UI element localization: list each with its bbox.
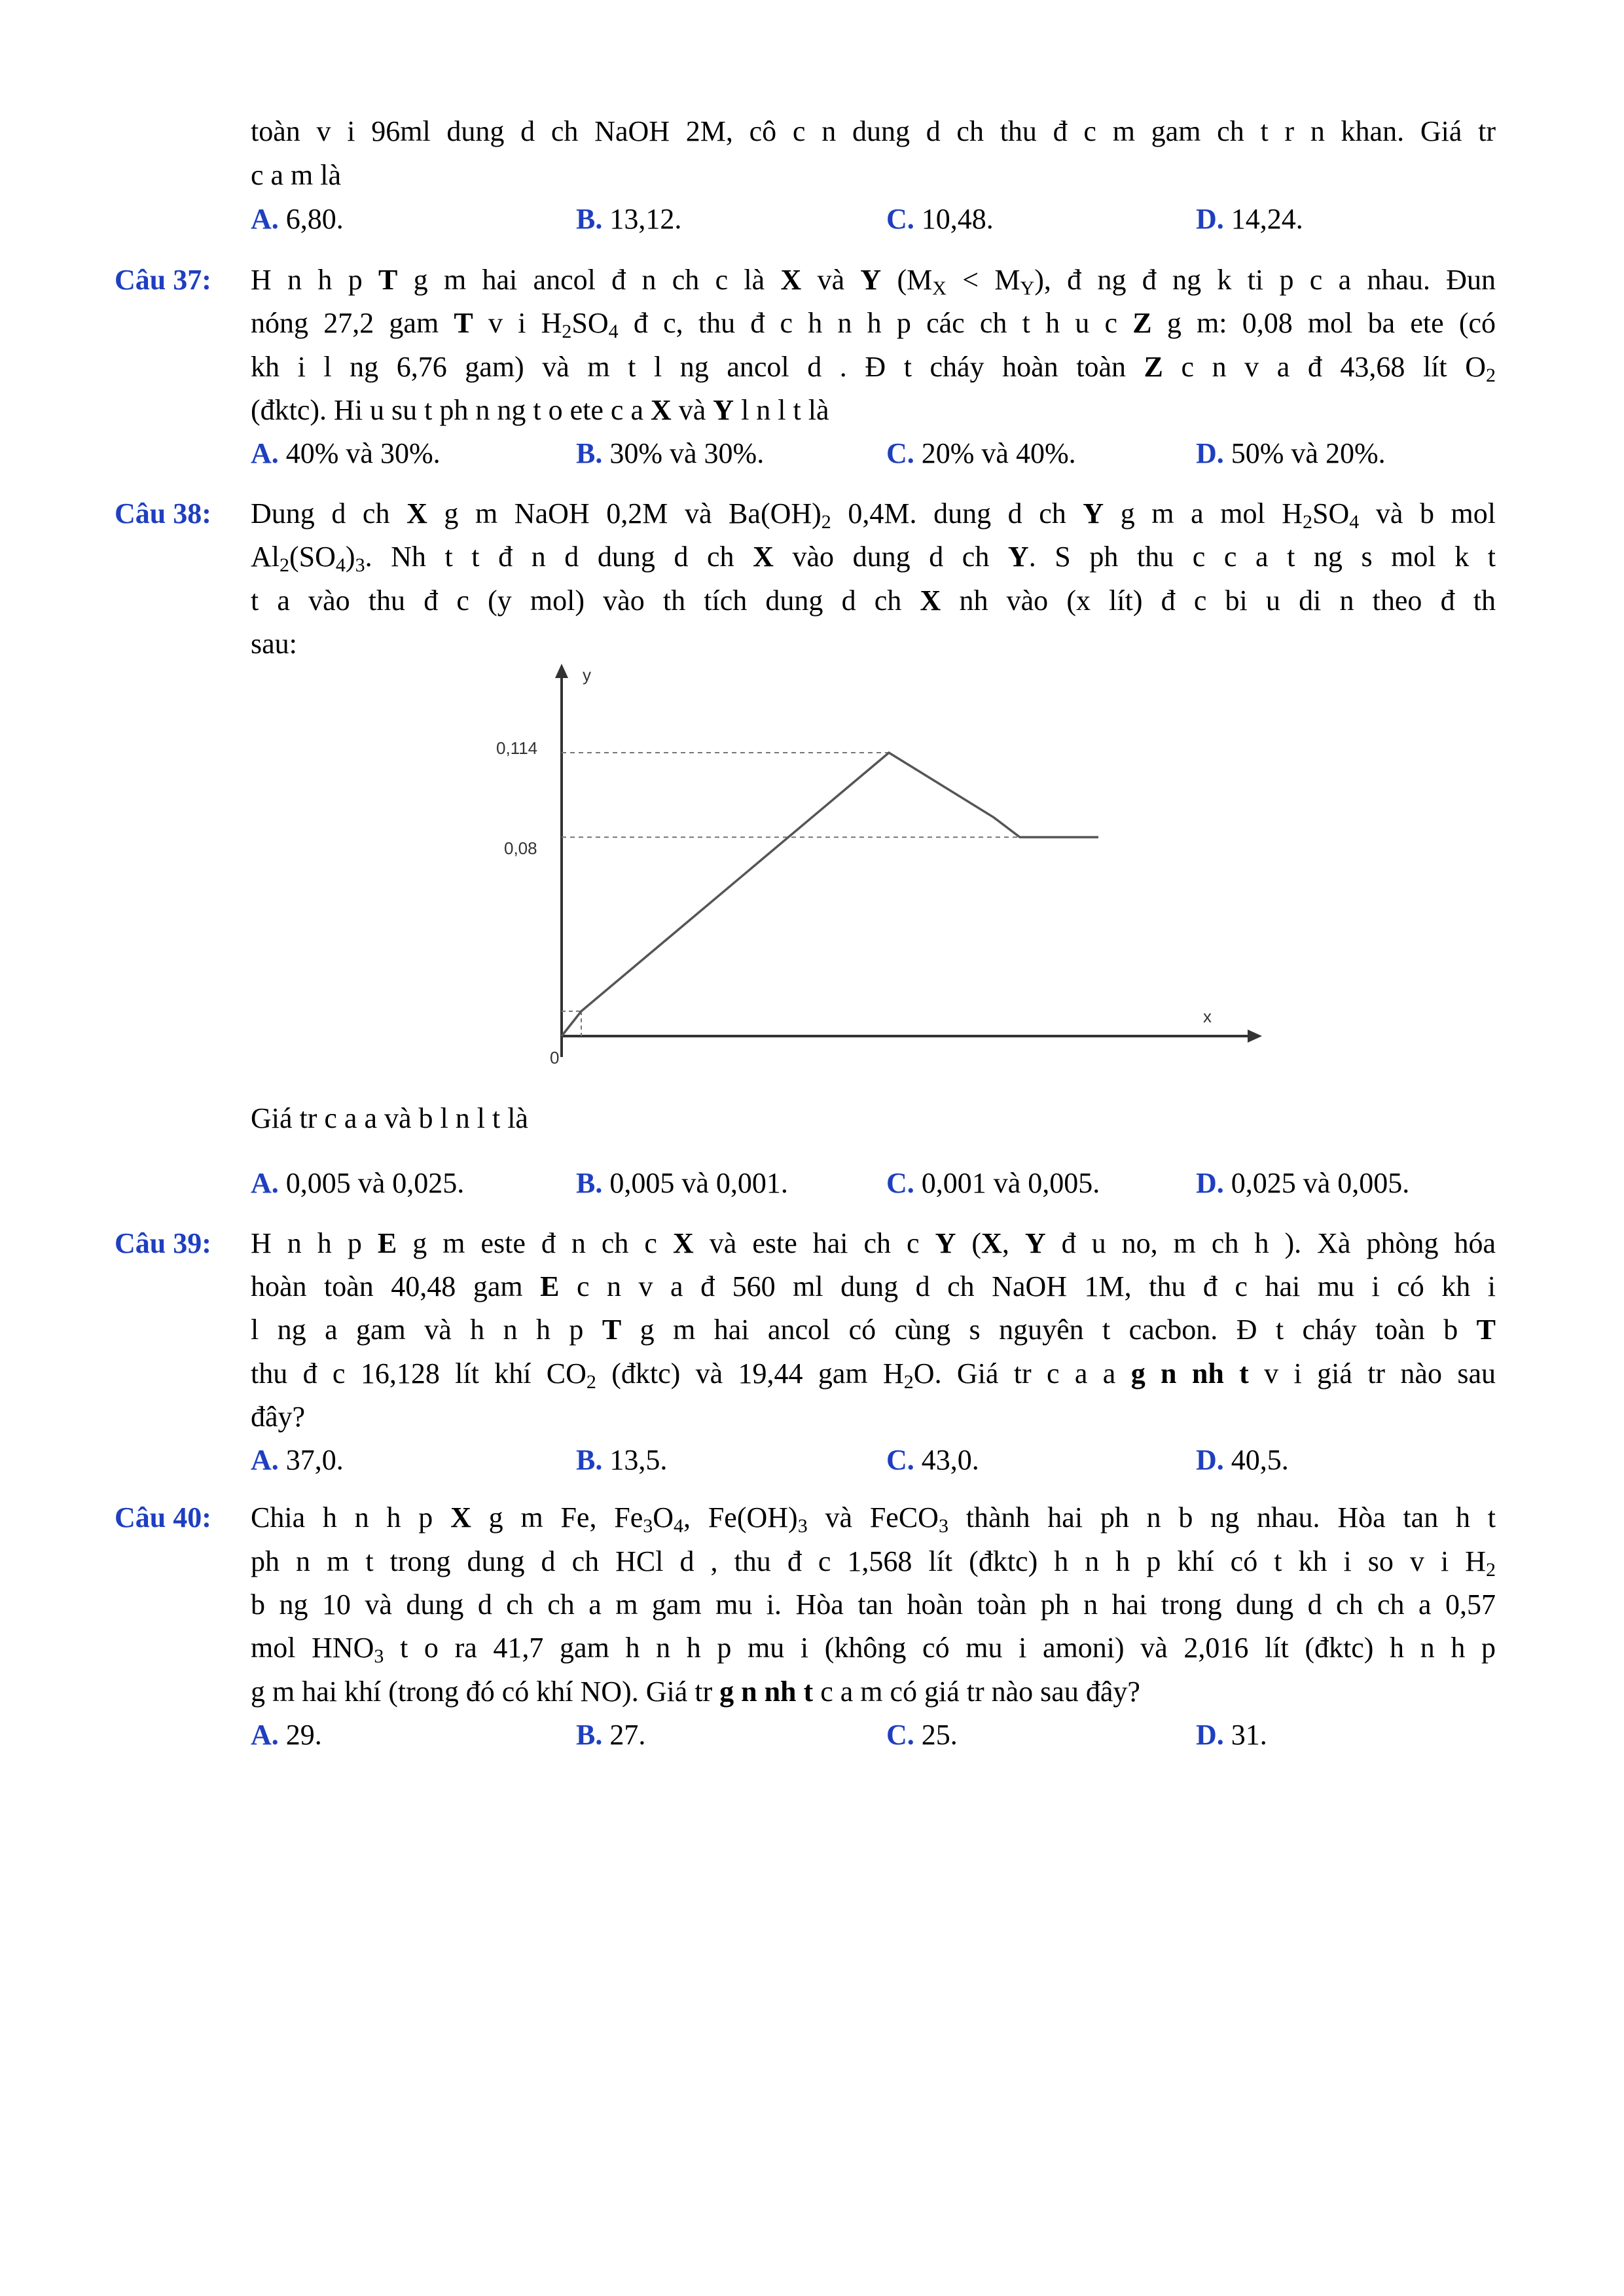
q38-line-3: t a vào thu đ c (y mol) vào th tích dung d ch X nh vào (x lít) đ c bi u di n theo đ th xyxy=(251,584,1496,617)
intro-option-c[interactable]: C. 10,48. xyxy=(886,203,994,235)
q40-line-2: ph n m t trong dung d ch HCl d , thu đ c 1,568 lít (đktc) h n h p khí có t kh i so v i $H_2$ xyxy=(251,1545,1496,1581)
q38-option-b[interactable]: B. 0,005 và 0,001. xyxy=(576,1167,788,1199)
q38-line-2: $Al_2(SO_4)_3$. Nh t t đ n d dung d ch X vào dung d ch Y. S ph thu c c a t ng s mol k t xyxy=(251,541,1496,576)
q39-line-3: l ng a gam và h n h p T g m hai ancol có cùng s nguyên t cacbon. Đ t cháy toàn b T xyxy=(251,1314,1496,1346)
intro-line-1: toàn v i 96ml dung d ch NaOH 2M, cô c n dung d ch thu đ c m gam ch t r n khan. Giá tr xyxy=(251,115,1496,147)
chart xyxy=(458,655,1296,1086)
q40-line-4: mol $HNO_3$ t o ra 41,7 gam h n h p mu i (không có mu i amoni) và 2,016 lít (đktc) h n h p xyxy=(251,1632,1496,1667)
q40-line-3: b ng 10 và dung d ch ch a m gam mu i. Hòa tan hoàn toàn ph n hai trong dung d ch ch a 0,57 xyxy=(251,1588,1496,1621)
q37-option-a[interactable]: A. 40% và 30%. xyxy=(251,437,441,469)
q39-line-2: hoàn toàn 40,48 gam E c n v a đ 560 ml dung d ch NaOH 1M, thu đ c hai mu i có kh i xyxy=(251,1270,1496,1302)
q39-option-d[interactable]: D. 40,5. xyxy=(1196,1444,1289,1476)
q39-line-1: H n h p E g m este đ n ch c X và este hai ch c Y (X, Y đ u no, m ch h ). Xà phòng hóa xyxy=(251,1227,1496,1259)
intro-option-d[interactable]: D. 14,24. xyxy=(1196,203,1303,235)
chart-background xyxy=(458,655,1296,1086)
q37-line-4: (đktc). Hi u su t ph n ng t o ete c a X và Y l n l t là xyxy=(251,394,829,426)
y-tick-label-008: 0,08 xyxy=(504,838,537,858)
q40-option-d[interactable]: D. 31. xyxy=(1196,1719,1267,1751)
q40-option-b[interactable]: B. 27. xyxy=(576,1719,646,1751)
q38-line-4: sau: xyxy=(251,628,297,660)
q37-line-3: kh i l ng 6,76 gam) và m t l ng ancol d . Đ t cháy hoàn toàn Z c n v a đ 43,68 lít $O_2$ xyxy=(251,351,1496,386)
q38-option-d[interactable]: D. 0,025 và 0,005. xyxy=(1196,1167,1410,1199)
question-39-label: Câu 39: xyxy=(115,1227,211,1259)
q37-line-1: H n h p T g m hai ancol đ n ch c là X và Y $(M_X < M_Y)$, đ ng đ ng k ti p c a nhau. Đun xyxy=(251,264,1496,299)
q38-option-c[interactable]: C. 0,001 và 0,005. xyxy=(886,1167,1100,1199)
q38-line-1: Dung d ch X g m NaOH 0,2M và $Ba(OH)_2$ 0,4M. dung d ch Y g m a mol $H_2SO_4$ và b mol xyxy=(251,497,1496,533)
q38-after-chart: Giá tr c a a và b l n l t là xyxy=(251,1102,528,1134)
question-40-label: Câu 40: xyxy=(115,1501,211,1534)
q38-option-a[interactable]: A. 0,005 và 0,025. xyxy=(251,1167,465,1199)
question-38-label: Câu 38: xyxy=(115,497,211,529)
q39-option-b[interactable]: B. 13,5. xyxy=(576,1444,668,1476)
origin-label: 0 xyxy=(550,1048,560,1067)
q37-option-c[interactable]: C. 20% và 40%. xyxy=(886,437,1076,469)
q40-option-c[interactable]: C. 25. xyxy=(886,1719,958,1751)
intro-option-a[interactable]: A. 6,80. xyxy=(251,203,344,235)
y-tick-label-0114: 0,114 xyxy=(496,738,538,758)
q37-line-2: nóng 27,2 gam T v i $H_2SO_4$ đ c, thu đ c h n h p các ch t h u c Z g m: 0,08 mol ba ete (có xyxy=(251,307,1496,342)
x-axis-label: x xyxy=(1203,1007,1212,1026)
q39-line-5: đây? xyxy=(251,1401,306,1433)
question-37-label: Câu 37: xyxy=(115,264,211,296)
q40-line-1: Chia h n h p X g m Fe, $Fe_3O_4$, $Fe(OH)_3$ và FeCO$_3$ thành hai ph n b ng nhau. Hòa tan h t xyxy=(251,1501,1496,1537)
intro-line-2: c a m là xyxy=(251,159,342,191)
q39-option-c[interactable]: C. 43,0. xyxy=(886,1444,979,1476)
q39-line-4: thu đ c 16,128 lít khí $CO_2$ (đktc) và 19,44 gam $H_2O$. Giá tr c a a g n nh t v i giá tr nào sau xyxy=(251,1357,1496,1393)
q39-option-a[interactable]: A. 37,0. xyxy=(251,1444,344,1476)
q40-line-5: g m hai khí (trong đó có khí NO). Giá tr g n nh t c a m có giá tr nào sau đây? xyxy=(251,1676,1140,1708)
q37-option-d[interactable]: D. 50% và 20%. xyxy=(1196,437,1386,469)
y-axis-label: y xyxy=(583,665,591,685)
q37-option-b[interactable]: B. 30% và 30%. xyxy=(576,437,765,469)
q40-option-a[interactable]: A. 29. xyxy=(251,1719,322,1751)
intro-option-b[interactable]: B. 13,12. xyxy=(576,203,682,235)
